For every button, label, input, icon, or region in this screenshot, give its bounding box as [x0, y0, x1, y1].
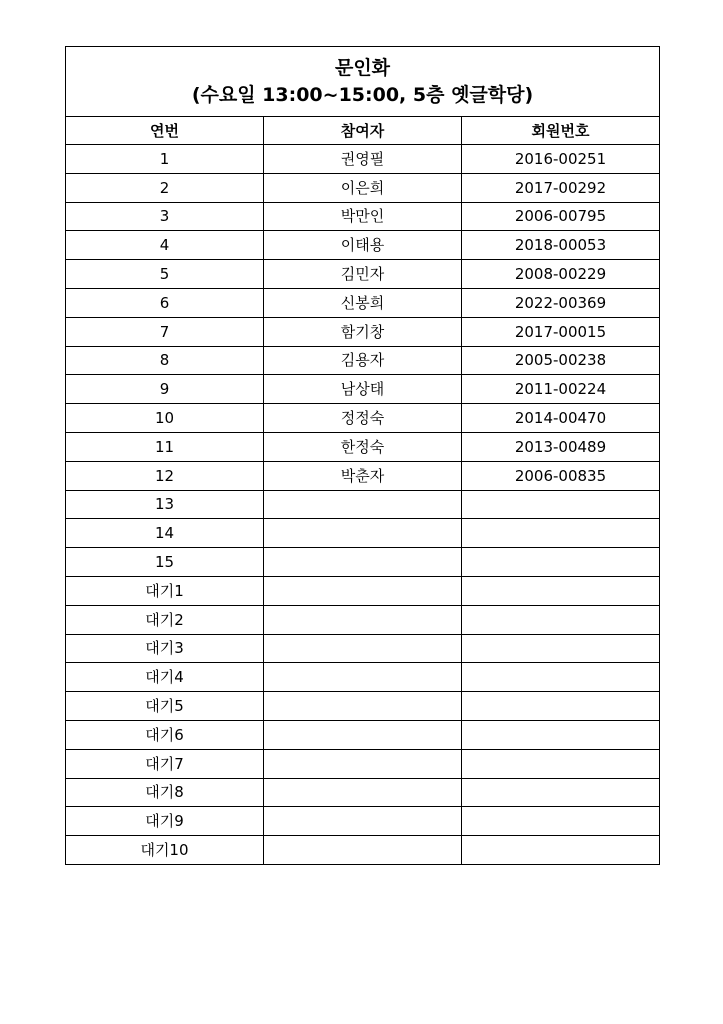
row-number-cell: 대기10 [66, 836, 264, 865]
member-id-cell [462, 778, 660, 807]
member-id-cell [462, 663, 660, 692]
row-number-cell: 대기8 [66, 778, 264, 807]
row-number-cell: 대기9 [66, 807, 264, 836]
member-id-cell [462, 720, 660, 749]
row-number-cell: 대기6 [66, 720, 264, 749]
member-id-cell: 2006-00835 [462, 461, 660, 490]
row-number-cell: 대기3 [66, 634, 264, 663]
participant-name-cell [264, 634, 462, 663]
table-row [66, 720, 660, 749]
member-id-cell [462, 692, 660, 721]
participant-name-cell: 정정숙 [264, 404, 462, 433]
member-id-cell: 2017-00015 [462, 317, 660, 346]
participant-name-cell [264, 576, 462, 605]
table-row [66, 202, 660, 231]
participant-name-cell: 신봉희 [264, 288, 462, 317]
row-number-cell: 8 [66, 346, 264, 375]
row-number-cell: 7 [66, 317, 264, 346]
table-row [66, 692, 660, 721]
row-number-cell: 대기4 [66, 663, 264, 692]
participant-name-cell [264, 836, 462, 865]
class-name: 문인화 [334, 56, 391, 79]
member-id-cell: 2017-00292 [462, 173, 660, 202]
row-number-cell: 10 [66, 404, 264, 433]
row-number-cell: 15 [66, 548, 264, 577]
table-row [66, 836, 660, 865]
participant-name-cell: 권영필 [264, 145, 462, 174]
table-row [66, 605, 660, 634]
member-id-cell: 2006-00795 [462, 202, 660, 231]
row-number-cell: 1 [66, 145, 264, 174]
participant-name-cell: 함기창 [264, 317, 462, 346]
row-number-cell: 대기1 [66, 576, 264, 605]
table-row [66, 288, 660, 317]
member-id-cell [462, 519, 660, 548]
table-row [66, 231, 660, 260]
row-number-cell: 13 [66, 490, 264, 519]
table-row [66, 432, 660, 461]
member-id-cell [462, 576, 660, 605]
participant-name-cell: 김용자 [264, 346, 462, 375]
participant-name-cell [264, 605, 462, 634]
table-row [66, 346, 660, 375]
row-number-cell: 12 [66, 461, 264, 490]
table-row [66, 404, 660, 433]
row-number-cell: 14 [66, 519, 264, 548]
table-row [66, 461, 660, 490]
participant-name-cell [264, 720, 462, 749]
column-header-member-id: 회원번호 [462, 117, 660, 145]
roster-sheet [65, 46, 659, 865]
table-row [66, 576, 660, 605]
member-id-cell: 2005-00238 [462, 346, 660, 375]
member-id-cell: 2014-00470 [462, 404, 660, 433]
participant-name-cell: 남상태 [264, 375, 462, 404]
member-id-cell: 2022-00369 [462, 288, 660, 317]
table-row [66, 778, 660, 807]
participant-name-cell: 김민자 [264, 260, 462, 289]
table-row [66, 145, 660, 174]
participant-name-cell [264, 548, 462, 577]
row-number-cell: 6 [66, 288, 264, 317]
row-number-cell: 대기5 [66, 692, 264, 721]
table-row [66, 173, 660, 202]
title-row [66, 47, 660, 117]
member-id-cell [462, 605, 660, 634]
row-number-cell: 11 [66, 432, 264, 461]
participant-name-cell [264, 519, 462, 548]
table-row [66, 519, 660, 548]
member-id-cell [462, 490, 660, 519]
participant-name-cell [264, 490, 462, 519]
member-id-cell: 2008-00229 [462, 260, 660, 289]
table-row [66, 548, 660, 577]
participant-name-cell [264, 749, 462, 778]
table-title [66, 47, 660, 117]
class-schedule: (수요일 13:00~15:00, 5층 옛글학당) [191, 83, 534, 106]
row-number-cell: 3 [66, 202, 264, 231]
table-row [66, 375, 660, 404]
row-number-cell: 대기2 [66, 605, 264, 634]
member-id-cell [462, 634, 660, 663]
participant-name-cell: 이태용 [264, 231, 462, 260]
member-id-cell: 2013-00489 [462, 432, 660, 461]
table-row [66, 260, 660, 289]
column-header-number: 연번 [66, 117, 264, 145]
participant-name-cell: 이은희 [264, 173, 462, 202]
participant-name-cell: 박만인 [264, 202, 462, 231]
row-number-cell: 2 [66, 173, 264, 202]
column-header-participant: 참여자 [264, 117, 462, 145]
table-row [66, 317, 660, 346]
member-id-cell [462, 749, 660, 778]
row-number-cell: 4 [66, 231, 264, 260]
roster-body [66, 145, 660, 865]
table-row [66, 663, 660, 692]
row-number-cell: 9 [66, 375, 264, 404]
roster-table [65, 46, 660, 865]
participant-name-cell [264, 807, 462, 836]
member-id-cell: 2016-00251 [462, 145, 660, 174]
member-id-cell: 2011-00224 [462, 375, 660, 404]
member-id-cell: 2018-00053 [462, 231, 660, 260]
header-row [66, 117, 660, 145]
participant-name-cell: 한정숙 [264, 432, 462, 461]
participant-name-cell [264, 778, 462, 807]
member-id-cell [462, 836, 660, 865]
table-row [66, 749, 660, 778]
member-id-cell [462, 807, 660, 836]
table-row [66, 490, 660, 519]
row-number-cell: 5 [66, 260, 264, 289]
row-number-cell: 대기7 [66, 749, 264, 778]
table-row [66, 807, 660, 836]
member-id-cell [462, 548, 660, 577]
participant-name-cell [264, 692, 462, 721]
participant-name-cell: 박춘자 [264, 461, 462, 490]
participant-name-cell [264, 663, 462, 692]
table-row [66, 634, 660, 663]
